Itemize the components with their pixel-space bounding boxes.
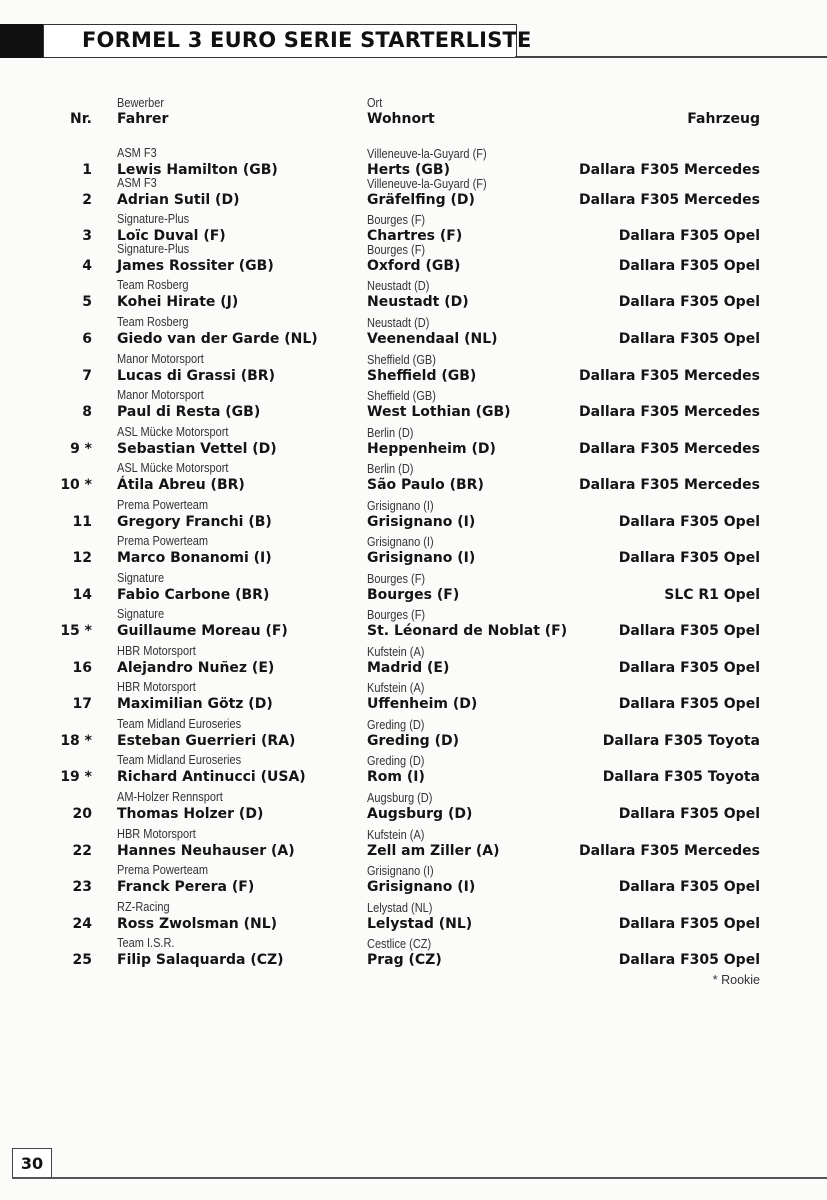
entry-team: Team Rosberg	[117, 278, 189, 292]
header-car: Fahrzeug	[687, 111, 760, 127]
entry-number: 12	[72, 550, 92, 566]
entry-row	[0, 753, 827, 787]
page-number-box	[12, 1148, 52, 1178]
entry-team: Prema Powerteam	[117, 498, 209, 512]
entry-number: 19 *	[60, 769, 92, 785]
entry-town: Bourges (F)	[367, 213, 426, 227]
entry-team: Signature	[117, 571, 165, 585]
entry-town: Kufstein (A)	[367, 828, 425, 842]
entry-team: Team Rosberg	[117, 315, 189, 329]
entry-driver: Franck Perera (F)	[117, 879, 255, 895]
entry-car: Dallara F305 Mercedes	[579, 441, 760, 457]
entry-row	[0, 790, 827, 824]
page-title: FORMEL 3 EURO SERIE STARTERLISTE	[82, 28, 532, 52]
entry-row	[0, 212, 827, 246]
header-nr: Nr.	[70, 111, 92, 127]
entry-town: Grisignano (I)	[367, 535, 434, 549]
entry-residence: Lelystad (NL)	[367, 916, 473, 932]
entry-team: Manor Motorsport	[117, 352, 204, 366]
entry-residence: St. Léonard de Noblat (F)	[367, 623, 568, 639]
entry-row	[0, 461, 827, 495]
entry-team: Signature-Plus	[117, 242, 190, 256]
entry-row	[0, 425, 827, 459]
entry-town: Bourges (F)	[367, 572, 426, 586]
entry-number: 8	[82, 404, 92, 420]
entry-residence: Grisignano (I)	[367, 550, 476, 566]
entry-driver: Ross Zwolsman (NL)	[117, 916, 278, 932]
entry-residence: Veenendaal (NL)	[367, 331, 498, 347]
entry-residence: Gräfelfing (D)	[367, 192, 475, 208]
entry-driver: Adrian Sutil (D)	[117, 192, 240, 208]
entry-team: Team Midland Euroseries	[117, 717, 242, 731]
entry-driver: Kohei Hirate (J)	[117, 294, 239, 310]
entry-driver: Lucas di Grassi (BR)	[117, 368, 275, 384]
header-town: Ort	[367, 96, 383, 110]
entry-team: Team I.S.R.	[117, 936, 175, 950]
entry-car: Dallara F305 Opel	[618, 623, 760, 639]
entry-residence: São Paulo (BR)	[367, 477, 484, 493]
rookie-footnote: * Rookie	[712, 973, 760, 987]
entry-town: Berlin (D)	[367, 426, 414, 440]
entry-driver: Richard Antinucci (USA)	[117, 769, 306, 785]
entry-team: Manor Motorsport	[117, 388, 204, 402]
entry-town: Grisignano (I)	[367, 864, 434, 878]
entry-town: Greding (D)	[367, 718, 425, 732]
entry-town: Villeneuve-la-Guyard (F)	[367, 147, 487, 161]
entry-driver: Guillaume Moreau (F)	[117, 623, 288, 639]
entry-number: 25	[72, 952, 92, 968]
entry-residence: Zell am Ziller (A)	[367, 843, 500, 859]
entry-driver: Alejandro Nuñez (E)	[117, 660, 275, 676]
entry-number: 22	[72, 843, 92, 859]
entry-car: Dallara F305 Opel	[618, 228, 760, 244]
entry-town: Berlin (D)	[367, 462, 414, 476]
entry-team: Signature	[117, 607, 165, 621]
entry-team: HBR Motorsport	[117, 680, 196, 694]
entry-driver: Hannes Neuhauser (A)	[117, 843, 295, 859]
entry-town: Bourges (F)	[367, 608, 426, 622]
entry-residence: Madrid (E)	[367, 660, 450, 676]
entry-row	[0, 176, 827, 210]
entry-car: Dallara F305 Opel	[618, 916, 760, 932]
entry-number: 5	[82, 294, 92, 310]
entry-number: 1	[82, 162, 92, 178]
entry-car: Dallara F305 Opel	[618, 952, 760, 968]
entry-team: HBR Motorsport	[117, 644, 196, 658]
entry-driver: Átila Abreu (BR)	[117, 477, 245, 493]
entry-number: 24	[72, 916, 92, 932]
entry-team: AM-Holzer Rennsport	[117, 790, 223, 804]
entry-team: ASL Mücke Motorsport	[117, 461, 229, 475]
entry-driver: Maximilian Götz (D)	[117, 696, 273, 712]
entry-row	[0, 242, 827, 276]
entry-row	[0, 900, 827, 934]
title-bar-black-block	[0, 24, 44, 58]
entry-team: ASM F3	[117, 146, 157, 160]
entry-residence: Chartres (F)	[367, 228, 463, 244]
header-driver: Fahrer	[117, 111, 169, 127]
entry-number: 11	[72, 514, 92, 530]
entry-residence: Oxford (GB)	[367, 258, 461, 274]
entry-row	[0, 278, 827, 312]
entry-team: Prema Powerteam	[117, 534, 209, 548]
entry-driver: Giedo van der Garde (NL)	[117, 331, 318, 347]
entry-row	[0, 680, 827, 714]
entry-town: Cestlice (CZ)	[367, 937, 432, 951]
entry-car: Dallara F305 Opel	[618, 660, 760, 676]
entry-car: Dallara F305 Toyota	[602, 733, 760, 749]
entry-number: 14	[72, 587, 92, 603]
entry-number: 20	[72, 806, 92, 822]
entry-town: Lelystad (NL)	[367, 901, 433, 915]
entry-team: RZ-Racing	[117, 900, 170, 914]
entry-car: Dallara F305 Opel	[618, 806, 760, 822]
entry-car: Dallara F305 Opel	[618, 696, 760, 712]
entry-row	[0, 644, 827, 678]
entry-number: 6	[82, 331, 92, 347]
entry-car: Dallara F305 Mercedes	[579, 368, 760, 384]
entry-car: Dallara F305 Opel	[618, 294, 760, 310]
entry-number: 3	[82, 228, 92, 244]
title-box	[43, 24, 532, 58]
entry-row	[0, 315, 827, 349]
entry-residence: Bourges (F)	[367, 587, 460, 603]
entry-car: Dallara F305 Opel	[618, 550, 760, 566]
entry-town: Kufstein (A)	[367, 645, 425, 659]
entry-residence: Greding (D)	[367, 733, 459, 749]
entry-car: Dallara F305 Mercedes	[579, 162, 760, 178]
entry-car: Dallara F305 Mercedes	[579, 404, 760, 420]
entry-residence: Grisignano (I)	[367, 879, 476, 895]
entry-car: Dallara F305 Opel	[618, 879, 760, 895]
entry-number: 4	[82, 258, 92, 274]
entry-town: Bourges (F)	[367, 243, 426, 257]
entry-row	[0, 352, 827, 386]
entry-number: 7	[82, 368, 92, 384]
header-team: Bewerber	[117, 96, 165, 110]
entry-car: Dallara F305 Opel	[618, 331, 760, 347]
entry-driver: Thomas Holzer (D)	[117, 806, 264, 822]
entry-residence: West Lothian (GB)	[367, 404, 511, 420]
entry-town: Sheffield (GB)	[367, 389, 436, 403]
entry-car: Dallara F305 Toyota	[602, 769, 760, 785]
entry-driver: Sebastian Vettel (D)	[117, 441, 277, 457]
entry-car: Dallara F305 Opel	[618, 514, 760, 530]
entry-driver: Gregory Franchi (B)	[117, 514, 272, 530]
title-rule	[515, 56, 827, 58]
entry-team: ASM F3	[117, 176, 157, 190]
entry-driver: Esteban Guerrieri (RA)	[117, 733, 296, 749]
entry-team: ASL Mücke Motorsport	[117, 425, 229, 439]
entry-row	[0, 146, 827, 180]
entry-row	[0, 498, 827, 532]
entry-row	[0, 936, 827, 970]
entry-residence: Rom (I)	[367, 769, 425, 785]
entry-number: 10 *	[60, 477, 92, 493]
entry-driver: James Rossiter (GB)	[117, 258, 274, 274]
entry-number: 18 *	[60, 733, 92, 749]
entry-town: Kufstein (A)	[367, 681, 425, 695]
entry-row	[0, 607, 827, 641]
entry-number: 23	[72, 879, 92, 895]
entry-car: Dallara F305 Mercedes	[579, 843, 760, 859]
entry-row	[0, 863, 827, 897]
entry-team: Signature-Plus	[117, 212, 190, 226]
entry-number: 15 *	[60, 623, 92, 639]
entry-driver: Filip Salaquarda (CZ)	[117, 952, 284, 968]
entry-row	[0, 827, 827, 861]
entry-residence: Herts (GB)	[367, 162, 450, 178]
entry-residence: Grisignano (I)	[367, 514, 476, 530]
entry-town: Grisignano (I)	[367, 499, 434, 513]
entry-town: Greding (D)	[367, 754, 425, 768]
entry-car: SLC R1 Opel	[664, 587, 760, 603]
entry-row	[0, 534, 827, 568]
entry-residence: Uffenheim (D)	[367, 696, 478, 712]
footer-rule	[12, 1177, 827, 1179]
entry-town: Neustadt (D)	[367, 316, 430, 330]
entry-team: Team Midland Euroseries	[117, 753, 242, 767]
entry-town: Sheffield (GB)	[367, 353, 436, 367]
entry-row	[0, 571, 827, 605]
entry-number: 9 *	[70, 441, 92, 457]
entry-team: Prema Powerteam	[117, 863, 209, 877]
entry-row	[0, 717, 827, 751]
entry-car: Dallara F305 Opel	[618, 258, 760, 274]
entry-residence: Sheffield (GB)	[367, 368, 477, 384]
entry-residence: Augsburg (D)	[367, 806, 473, 822]
entry-driver: Lewis Hamilton (GB)	[117, 162, 278, 178]
entry-driver: Loïc Duval (F)	[117, 228, 226, 244]
entry-car: Dallara F305 Mercedes	[579, 477, 760, 493]
entry-town: Neustadt (D)	[367, 279, 430, 293]
entry-driver: Paul di Resta (GB)	[117, 404, 261, 420]
entry-town: Augsburg (D)	[367, 791, 433, 805]
entry-number: 16	[72, 660, 92, 676]
entry-residence: Neustadt (D)	[367, 294, 469, 310]
entry-number: 2	[82, 192, 92, 208]
entry-residence: Heppenheim (D)	[367, 441, 496, 457]
page-number: 30	[20, 1154, 44, 1173]
header-residence: Wohnort	[367, 111, 435, 127]
entry-row	[0, 388, 827, 422]
entry-number: 17	[72, 696, 92, 712]
entry-driver: Fabio Carbone (BR)	[117, 587, 270, 603]
entry-driver: Marco Bonanomi (I)	[117, 550, 272, 566]
entry-town: Villeneuve-la-Guyard (F)	[367, 177, 487, 191]
entry-team: HBR Motorsport	[117, 827, 196, 841]
entry-residence: Prag (CZ)	[367, 952, 442, 968]
entry-car: Dallara F305 Mercedes	[579, 192, 760, 208]
